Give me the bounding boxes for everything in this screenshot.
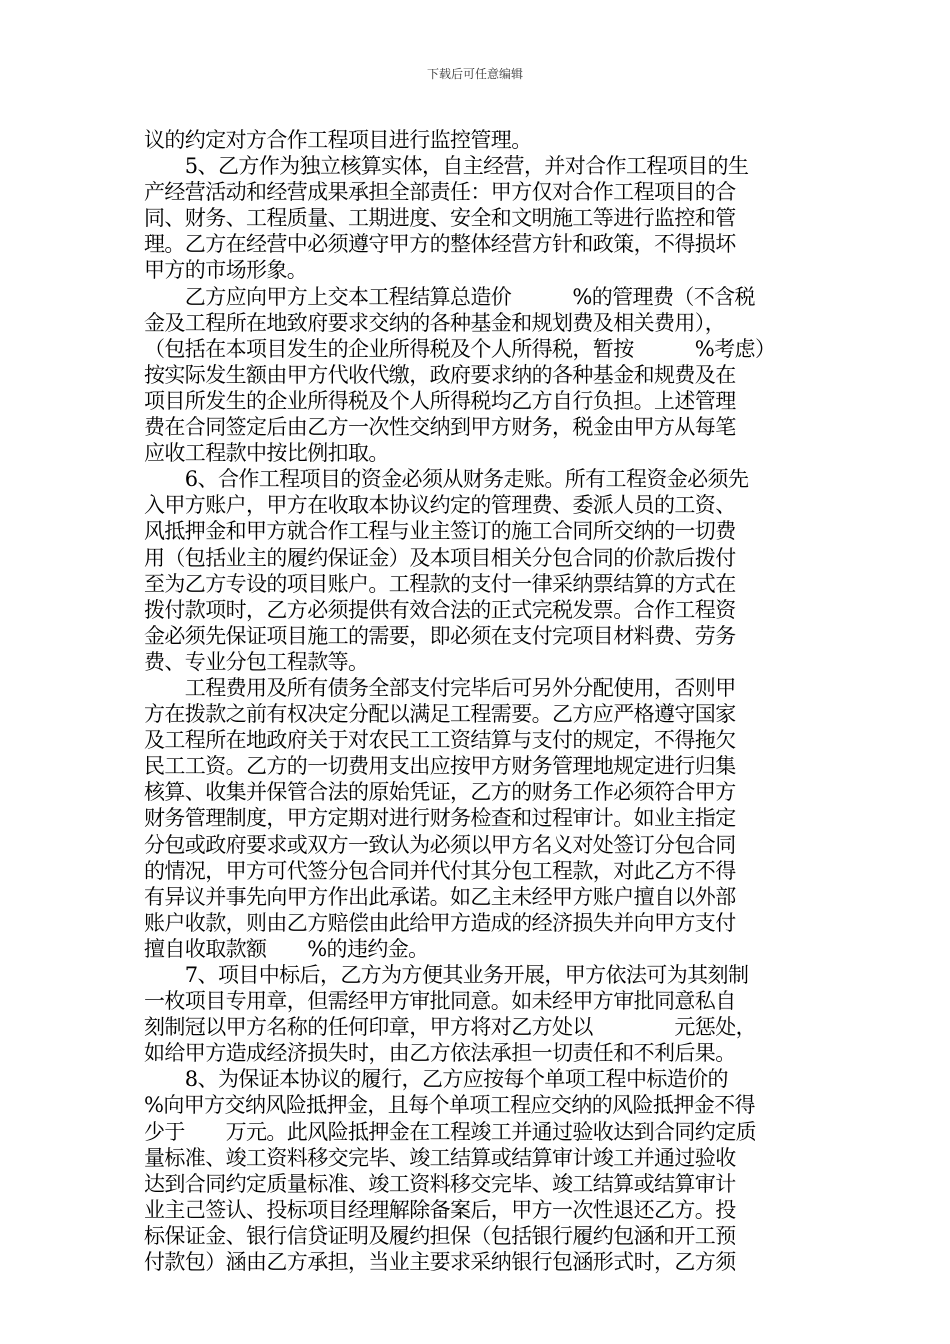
text-line: 刻制冠以甲方名称的任何印章，甲方将对乙方处以 元惩处， (144, 1015, 756, 1040)
text-line: 同、财务、工程质量、工期进度、安全和文明施工等进行监控和管 (144, 206, 736, 231)
text-line: 理。乙方在经营中必须遵守甲方的整体经营方针和政策，不得损坏 (144, 232, 736, 257)
text-line: 财务管理制度，甲方定期对进行财务检查和过程审计。如业主指定 (144, 806, 736, 831)
text-line: 及工程所在地政府关于对农民工工资结算与支付的规定，不得拖欠 (144, 728, 736, 753)
text-line: 费、专业分包工程款等。 (144, 649, 369, 674)
text-line: 少于 万元。此风险抵押金在工程竣工并通过验收达到合同约定质 (144, 1119, 756, 1144)
text-line: 8、为保证本协议的履行，乙方应按每个单项工程中标造价的 (144, 1067, 728, 1092)
text-line: 擅自收取款额 %的违约金。 (144, 936, 429, 961)
text-line: 拨付款项时，乙方必须提供有效合法的正式完税发票。合作工程资 (144, 597, 736, 622)
text-line: 产经营活动和经营成果承担全部责任：甲方仅对合作工程项目的合 (144, 180, 736, 205)
text-line: 用（包括业主的履约保证金）及本项目相关分包合同的价款后拨付 (144, 545, 736, 570)
text-line: 民工工资。乙方的一切费用支出应按甲方财务管理地规定进行归集 (144, 754, 736, 779)
text-line: 标保证金、银行信贷证明及履约担保（包括银行履约包涵和开工预 (144, 1223, 736, 1248)
text-line: 一枚项目专用章，但需经甲方审批同意。如未经甲方审批同意私自 (144, 989, 736, 1014)
text-line: 风抵押金和甲方就合作工程与业主签订的施工合同所交纳的一切费 (144, 519, 736, 544)
text-line: 业主己签认、投标项目经理解除备案后，甲方一次性退还乙方。投 (144, 1197, 736, 1222)
text-line: 7、项目中标后，乙方为方便其业务开展，甲方依法可为其刻制 (144, 963, 749, 987)
text-line: 分包或政府要求或双方一致认为必须以甲方名义对处签订分包合同 (144, 832, 736, 857)
text-line: 如给甲方造成经济损失时，由乙方依法承担一切责任和不利后果。 (144, 1041, 736, 1066)
text-line: 乙方应向甲方上交本工程结算总造价 %的管理费（不含税 (144, 284, 755, 309)
text-line: 5、乙方作为独立核算实体，自主经营，并对合作工程项目的生 (144, 154, 749, 179)
text-line: 费在合同签定后由乙方一次性交纳到甲方财务，税金由甲方从每笔 (144, 415, 736, 440)
text-line: 量标准、竣工资料移交完毕、竣工结算或结算审计竣工并通过验收 (144, 1145, 736, 1170)
text-line: 应收工程款中按比例扣取。 (144, 441, 389, 466)
text-line: （包括在本项目发生的企业所得税及个人所得税，暂按 %考虑） (144, 336, 776, 361)
document-body (144, 127, 804, 1275)
text-line: 核算、收集并保管合法的原始凭证，乙方的财务工作必须符合甲方 (144, 780, 736, 805)
text-line: %向甲方交纳风险抵押金，且每个单项工程应交纳的风险抵押金不得 (144, 1093, 755, 1118)
text-line: 项目所发生的企业所得税及个人所得税均乙方自行负担。上述管理 (144, 388, 736, 413)
text-line: 至为乙方专设的项目账户。工程款的支付一律采纳票结算的方式在 (144, 571, 736, 596)
text-line: 甲方的市场形象。 (144, 258, 308, 283)
text-line: 的情况，甲方可代签分包合同并代付其分包工程款，对此乙方不得 (144, 858, 736, 883)
text-line: 达到合同约定质量标准、竣工资料移交完毕、竣工结算或结算审计 (144, 1171, 736, 1196)
text-line: 入甲方账户，甲方在收取本协议约定的管理费、委派人员的工资、 (144, 493, 736, 518)
text-line: 账户收款，则由乙方赔偿由此给甲方造成的经济损失并向甲方支付 (144, 910, 736, 935)
text-line: 金必须先保证项目施工的需要，即必须在支付完项目材料费、劳务 (144, 623, 736, 648)
text-line: 议的约定对方合作工程项目进行监控管理。 (144, 128, 532, 152)
text-line: 方在拨款之前有权决定分配以满足工程需要。乙方应严格遵守国家 (144, 702, 736, 727)
text-line: 6、合作工程项目的资金必须从财务走账。所有工程资金必须先 (144, 467, 749, 492)
text-line: 按实际发生额由甲方代收代缴，政府要求纳的各种基金和规费及在 (144, 362, 736, 387)
text-line: 有异议并事先向甲方作出此承诺。如乙主未经甲方账户擅自以外部 (144, 884, 736, 909)
page-header: 下载后可任意编辑 (426, 67, 523, 81)
text-line: 金及工程所在地致府要求交纳的各种基金和规划费及相关费用）， (144, 310, 726, 335)
text-line: 付款包）涵由乙方承担，当业主要求采纳银行包涵形式时，乙方须 (144, 1250, 736, 1275)
text-line: 工程费用及所有债务全部支付完毕后可另外分配使用，否则甲 (144, 675, 736, 700)
